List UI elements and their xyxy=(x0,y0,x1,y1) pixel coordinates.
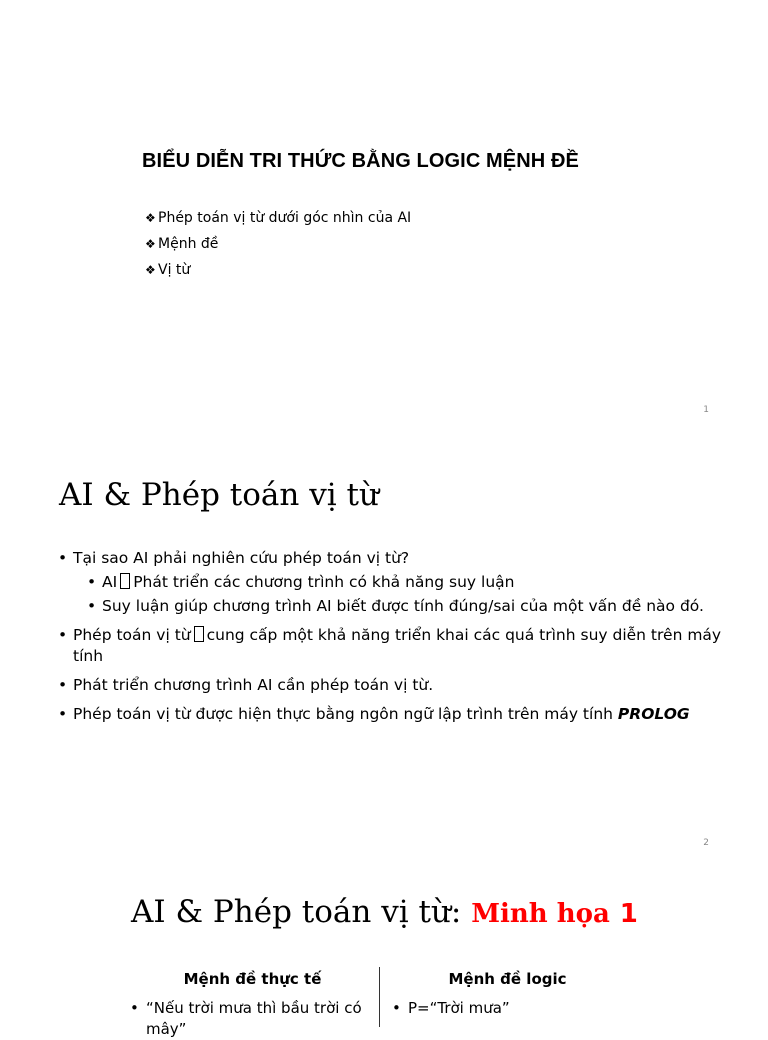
page-number: 2 xyxy=(703,838,709,848)
outline-item-text: Mệnh đề xyxy=(158,236,219,252)
slide-2-title: AI & Phép toán vị từ xyxy=(59,477,379,513)
real-statement-cell: • “Nếu trời mưa thì bầu trời có mây” xyxy=(130,998,386,1040)
bullet-item xyxy=(58,625,723,667)
bullet-text: cung cấp một khả năng triển khai các quá trình suy diễn trên máy tính xyxy=(73,626,722,665)
diamond-bullet-icon: ❖ xyxy=(145,211,156,225)
outline-item xyxy=(145,205,411,231)
outline-item xyxy=(145,231,411,257)
outline-item-text: Phép toán vị từ dưới góc nhìn của AI xyxy=(158,210,412,226)
slide-3-title-number: 1 xyxy=(619,899,638,929)
bullet-item xyxy=(58,675,723,696)
bullet-item xyxy=(58,704,723,725)
diamond-bullet-icon: ❖ xyxy=(145,263,156,277)
outline-item xyxy=(145,257,411,283)
slide-1-title: BIỂU DIỄN TRI THỨC BẰNG LOGIC MỆNH ĐỀ xyxy=(142,150,579,172)
slide-3-title xyxy=(131,894,638,930)
bullet-text: Tại sao AI phải nghiên cứu phép toán vị từ? xyxy=(73,549,410,567)
slide-3-title-highlight: Minh họa xyxy=(471,899,610,929)
bullet-text: Phát triển chương trình AI cần phép toán vị từ. xyxy=(73,676,434,694)
sub-bullet-item xyxy=(87,596,723,617)
outline-item-text: Vị từ xyxy=(158,262,191,278)
slide-2 xyxy=(0,432,768,864)
missing-glyph-icon xyxy=(120,573,130,589)
bullet-item xyxy=(58,548,723,569)
diamond-bullet-icon: ❖ xyxy=(145,237,156,251)
page-number: 1 xyxy=(703,405,709,415)
prolog-keyword: PROLOG xyxy=(617,705,690,723)
bullet-text: Phép toán vị từ được hiện thực bằng ngôn ngữ lập trình trên máy tính xyxy=(73,705,613,723)
bullet-text: AI xyxy=(102,573,118,591)
bullet-text: Suy luận giúp chương trình AI biết được tính đúng/sai của một vấn đề nào đó. xyxy=(102,597,704,615)
sub-bullet-item xyxy=(87,572,723,593)
missing-glyph-icon xyxy=(194,626,204,642)
slide-1 xyxy=(0,0,768,432)
slide-1-outline xyxy=(145,205,411,283)
column-header-real: Mệnh đề thực tế xyxy=(183,970,322,988)
bullet-text: Phát triển các chương trình có khả năng suy luận xyxy=(133,573,515,591)
slide-3-title-text: AI & Phép toán vị từ: xyxy=(131,894,462,930)
slide-2-bullets xyxy=(58,548,723,733)
slide-3 xyxy=(0,864,768,1038)
bullet-text: Phép toán vị từ xyxy=(73,626,191,644)
column-header-logic: Mệnh đề logic xyxy=(448,970,567,988)
logic-statement-cell: • P=“Trời mưa” xyxy=(392,998,648,1019)
